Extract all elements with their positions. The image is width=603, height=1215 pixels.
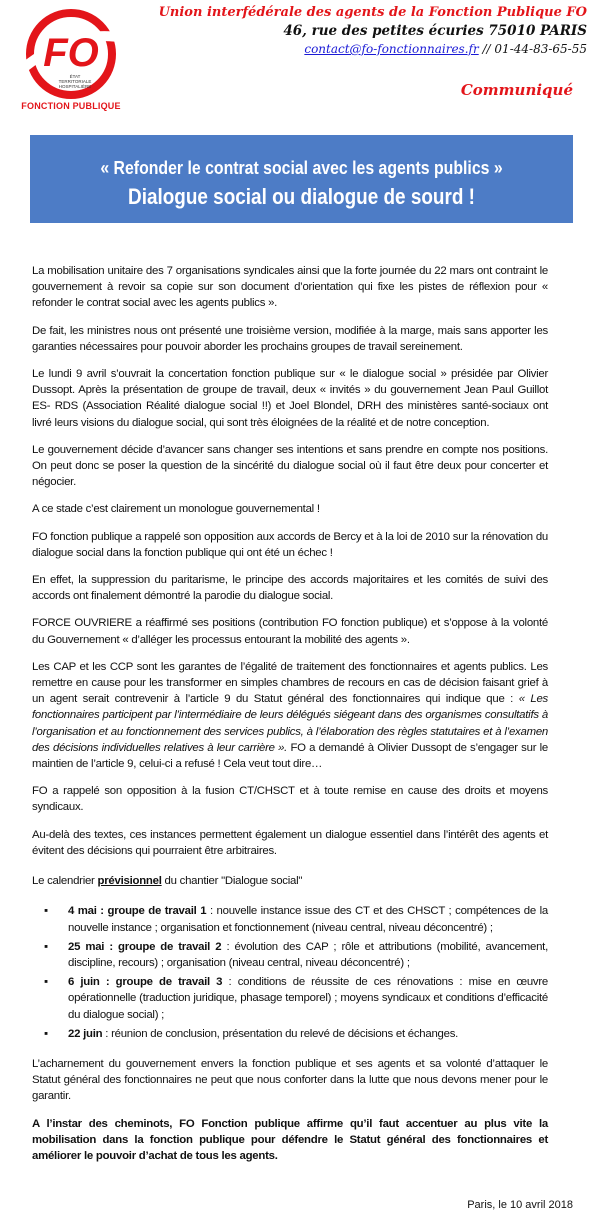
logo-caption: FONCTION PUBLIQUE bbox=[21, 101, 121, 111]
bullet-icon: ▪ bbox=[44, 905, 48, 918]
document-body bbox=[32, 263, 548, 1175]
banner-subtitle: « Refonder le contrat social avec les agents publics » bbox=[100, 158, 503, 178]
cap-text-before: Les CAP et les CCP sont les garantes de l’égalité de traitement des fonctionnaires et agents publics. Les remettre en cause pour les transformer en simples chambres de recours en cas de décision faisant grief à un agent serait contrevenir à l’article 9 du Statut général des fonctionnaires qui indique que : bbox=[32, 660, 548, 706]
cap-text-after: FO a demandé à Olivier Dussopt de s’engager sur le maintien de l’article 9, celui-ci a refusé ! Cela veut tout dire… bbox=[32, 741, 548, 771]
org-address: 46, rue des petites écuries 75010 PARIS bbox=[283, 23, 587, 39]
calendar-intro-underlined: prévisionnel bbox=[97, 875, 162, 888]
email-link[interactable]: contact@fo-fonctionnaires.fr bbox=[304, 42, 479, 56]
title-banner bbox=[30, 135, 573, 223]
logo-letters: FO bbox=[43, 31, 99, 75]
paragraph: A ce stade c’est clairement un monologue gouvernemental ! bbox=[32, 503, 320, 516]
list-item-text: : nouvelle instance issue des CT et des CHSCT ; compétences de la nouvelle instance ; organisation et fonctionnement (niveau central, niveau déconcentré) ; bbox=[68, 905, 549, 934]
calendar-list bbox=[32, 903, 548, 1042]
list-item bbox=[44, 974, 548, 1023]
doc-type-label: Communiqué bbox=[460, 81, 573, 99]
logo-small-text: ÉTAT TERRITORIALE HOSPITALIÈRE bbox=[58, 74, 92, 89]
paragraph: FO fonction publique a rappelé son opposition aux accords de Bercy et à la loi de 2010 sur la rénovation du dialogue social dans la fonction publique qui ont été un échec ! bbox=[32, 530, 548, 559]
calendar-intro-text-end: du chantier "Dialogue social" bbox=[161, 875, 303, 888]
org-name: Union interfédérale des agents de la Fonction Publique FO bbox=[158, 5, 587, 20]
banner-title: Dialogue social ou dialogue de sourd ! bbox=[128, 184, 475, 209]
document-date: Paris, le 10 avril 2018 bbox=[467, 1199, 573, 1211]
fo-logo bbox=[13, 8, 129, 132]
list-item-lead: 25 mai : groupe de travail 2 bbox=[68, 940, 222, 953]
closing-paragraph: L’acharnement du gouvernement envers la fonction publique et ses agents et sa volonté d’attaquer le Statut général des fonctionnaires ne peut que nous conforter dans la lutte que nous devons mener pour le garantir. bbox=[32, 1057, 548, 1103]
paragraph: En effet, la suppression du paritarisme, le principe des accords majoritaires et les comités de suivi des accords ont finalement démontré la parodie du dialogue social. bbox=[32, 574, 548, 603]
list-item bbox=[44, 1026, 548, 1042]
paragraph: La mobilisation unitaire des 7 organisations syndicales ainsi que la forte journée du 22 mars ont contraint le gouvernement à revoir sa copie sur son document d’orientation qui fixe les pistes de réflexion pour « refonder le contrat social avec les agents publics ». bbox=[32, 265, 548, 310]
list-item-text: : conditions de réussite de ces rénovations : mise en œuvre opérationnelle (traduction juridique, phasage temporel) ; moyens syndicaux et conditions d’efficacité du dialogue social) ; bbox=[68, 976, 548, 1021]
list-item-lead: 6 juin : groupe de travail 3 bbox=[68, 976, 223, 989]
bullet-icon: ▪ bbox=[44, 1027, 48, 1040]
paragraph: FO a rappelé son opposition à la fusion CT/CHSCT et à toute remise en cause des droits et moyens syndicaux. bbox=[32, 785, 548, 814]
list-item bbox=[44, 903, 549, 935]
article-9-quote: « Les fonctionnaires participent par l’intermédiaire de leurs délégués siégeant dans des organismes consultatifs à l’organisation et au fonctionnement des services publics, à l’élaboration des règles statutaires et à l’examen des décisions individuelles relatives à leur carrière ». bbox=[32, 693, 548, 754]
list-item-text: : réunion de conclusion, présentation du relevé de décisions et échanges. bbox=[102, 1027, 459, 1040]
cap-paragraph bbox=[32, 659, 548, 772]
bullet-icon: ▪ bbox=[44, 976, 48, 989]
list-item-text: : évolution des CAP ; rôle et attributions (mobilité, avancement, discipline, recours) ; organisation (niveau central, niveau déconcentré) ; bbox=[68, 940, 548, 969]
paragraph: FORCE OUVRIERE a réaffirmé ses positions (contribution FO fonction publique) et s’oppose à la volonté du Gouvernement « d’alléger les processus entourant la mobilité des agents ». bbox=[32, 617, 548, 646]
paragraph: Le gouvernement décide d’avancer sans changer ses intentions et sans prendre en compte nos positions. On peut donc se poser la question de la sincérité du dialogue social où il faut être deux pour concerter et négocier. bbox=[32, 443, 548, 489]
final-statement: A l’instar des cheminots, FO Fonction publique affirme qu’il faut accentuer au plus vite la mobilisation dans la fonction publique pour défendre le Statut général des fonctionnaires et améliorer le pouvoir d’achat de tous les agents. bbox=[32, 1117, 548, 1162]
org-contact bbox=[159, 40, 587, 58]
paragraph: Le lundi 9 avril s’ouvrait la concertation fonction publique sur « le dialogue social » présidée par Olivier Dussopt. Après la présentation de groupe de travail, deux « invités » du gouvernement Jean Paul Guillot ES- RDS (Association Réalité dialogue social !!) et Joel Blondel, DRH des ministères santé-sociaux ont livré leurs visions du dialogue social, qui sont très éloignées de la réalité et de notre conception. bbox=[32, 368, 548, 429]
calendar-intro-text: Le calendrier bbox=[32, 875, 98, 888]
calendar-intro bbox=[32, 873, 548, 889]
org-header bbox=[159, 4, 587, 58]
list-item bbox=[44, 939, 548, 971]
contact-separator: // bbox=[478, 42, 495, 56]
list-item-lead: 4 mai : groupe de travail 1 bbox=[68, 905, 207, 918]
paragraph: Au-delà des textes, ces instances permettent également un dialogue essentiel dans l’intérêt des agents et évitent des décisions qui pourraient être arbitraires. bbox=[32, 828, 548, 857]
list-item-lead: 22 juin bbox=[68, 1027, 103, 1040]
phone-number: 01-44-83-65-55 bbox=[494, 42, 587, 56]
paragraph: De fait, les ministres nous ont présenté une troisième version, modifiée à la marge, mais sans apporter les garanties nécessaires pour pouvoir aborder les prochains groupes de travail sereinement. bbox=[32, 324, 548, 353]
bullet-icon: ▪ bbox=[44, 940, 48, 953]
